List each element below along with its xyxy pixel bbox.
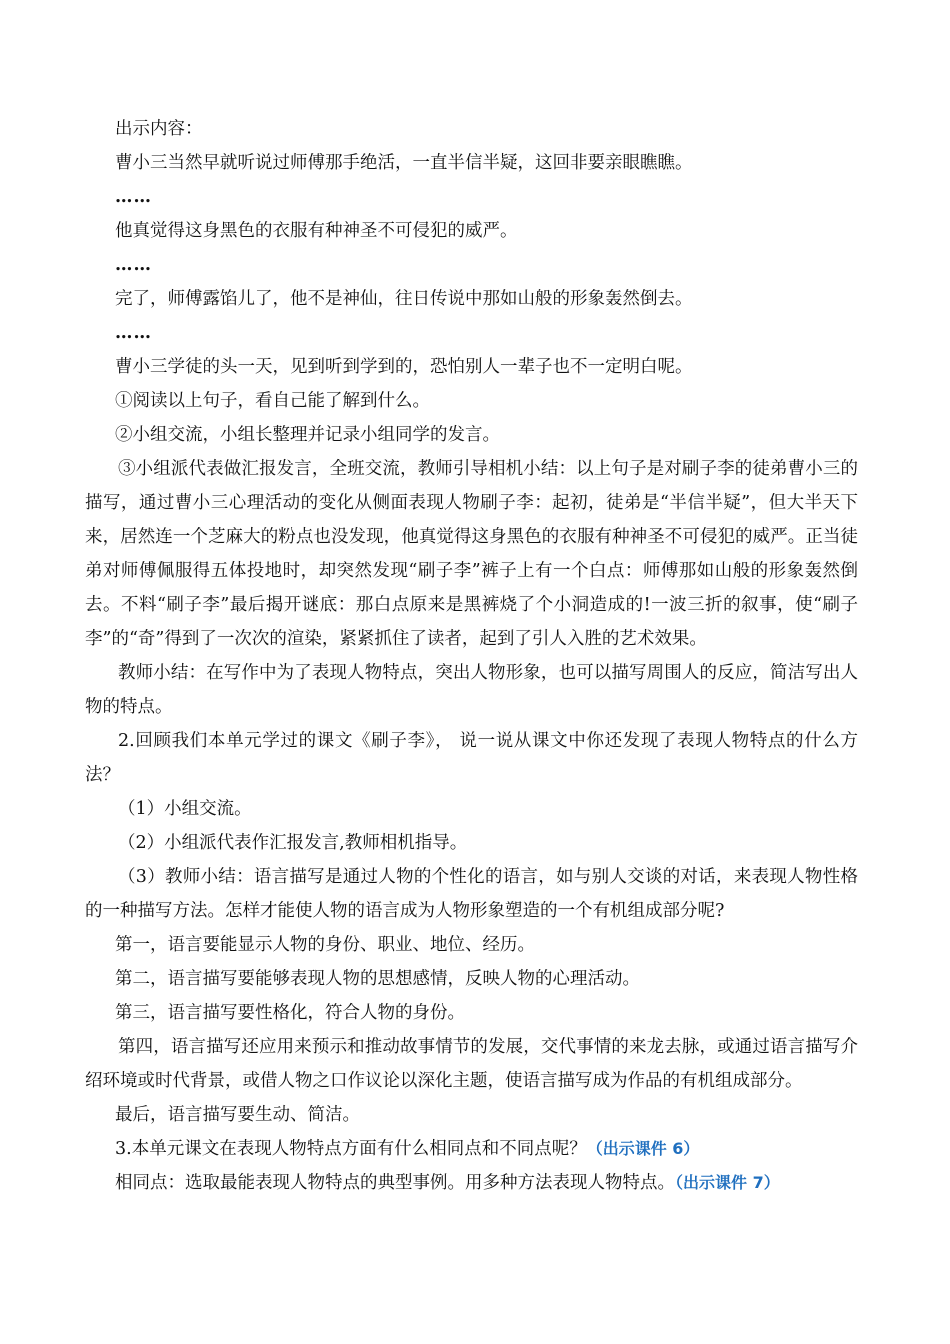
similarities [115, 1166, 858, 1200]
ellipsis-1: …… [115, 187, 152, 207]
question-3 [115, 1132, 858, 1166]
question-2-item-2: （2）小组派代表作汇报发言,教师相机指导。 [118, 833, 468, 853]
point-3: 第三，语言描写要性格化，符合人物的身份。 [115, 1003, 465, 1023]
similarities-text: 相同点：选取最能表现人物特点的典型事例。用多种方法表现人物特点。 [115, 1173, 675, 1193]
teacher-summary: 教师小结：在写作中为了表现人物特点，突出人物形象，也可以描写周围人的反应，简洁写出人物的特点。 [85, 663, 858, 717]
quote-1: 曹小三当然早就听说过师傅那手绝活，一直半信半疑，这回非要亲眼瞧瞧。 [115, 153, 693, 173]
point-4: 第四，语言描写还应用来预示和推动故事情节的发展，交代事情的来龙去脉，或通过语言描写介绍环境或时代背景，或借人物之口作议论以深化主题，使语言描写成为作品的有机组成部分。 [85, 1037, 858, 1091]
point-5: 最后，语言描写要生动、简洁。 [115, 1105, 360, 1125]
step-1: ①阅读以上句子，看自己能了解到什么。 [115, 391, 430, 411]
show-label: 出示内容： [115, 119, 203, 139]
ellipsis-3: …… [115, 323, 152, 343]
question-2-item-1: （1）小组交流。 [118, 799, 252, 819]
question-3-text: 3.本单元课文在表现人物特点方面有什么相同点和不同点呢？ [115, 1139, 587, 1159]
point-2: 第二，语言描写要能够表现人物的思想感情，反映人物的心理活动。 [115, 969, 640, 989]
point-1: 第一，语言要能显示人物的身份、职业、地位、经历。 [115, 935, 535, 955]
quote-4: 曹小三学徒的头一天，见到听到学到的，恐怕别人一辈子也不一定明白呢。 [115, 357, 693, 377]
step-3-paragraph: ③小组派代表做汇报发言，全班交流，教师引导相机小结：以上句子是对刷子李的徒弟曹小三的描写，通过曹小三心理活动的变化从侧面表现人物刷子李：起初，徒弟是“半信半疑”，但大半天下来，居然连一个芝麻大的粉点也没发现，他真觉得这身黑色的衣服有种神圣不可侵犯的威严。正当徒弟对师傅佩服得五体投地时，却突然发现“刷子李”裤子上有一个白点：师傅那如山般的形象轰然倒去。不料“刷子李”最后揭开谜底：那白点原来是黑裤烧了个小洞造成的!一波三折的叙事，使“刷子李”的“奇”得到了一次次的渲染，紧紧抓住了读者，起到了引人入胜的艺术效果。 [85, 459, 858, 649]
quote-2: 他真觉得这身黑色的衣服有种神圣不可侵犯的威严。 [115, 221, 518, 241]
courseware-note-7: （出示课件 7） [675, 1173, 780, 1192]
courseware-note-6: （出示课件 6） [586, 1139, 700, 1158]
ellipsis-2: …… [115, 255, 152, 275]
quote-3: 完了，师傅露馅儿了，他不是神仙，往日传说中那如山般的形象轰然倒去。 [115, 289, 693, 309]
question-2: 2.回顾我们本单元学过的课文《刷子李》， 说一说从课文中你还发现了表现人物特点的什么方法？ [85, 731, 858, 785]
question-2-item-3: （3）教师小结：语言描写是通过人物的个性化的语言，如与别人交谈的对话，来表现人物性格的一种描写方法。怎样才能使人物的语言成为人物形象塑造的一个有机组成部分呢? [85, 867, 858, 921]
step-2: ②小组交流，小组长整理并记录小组同学的发言。 [115, 425, 500, 445]
